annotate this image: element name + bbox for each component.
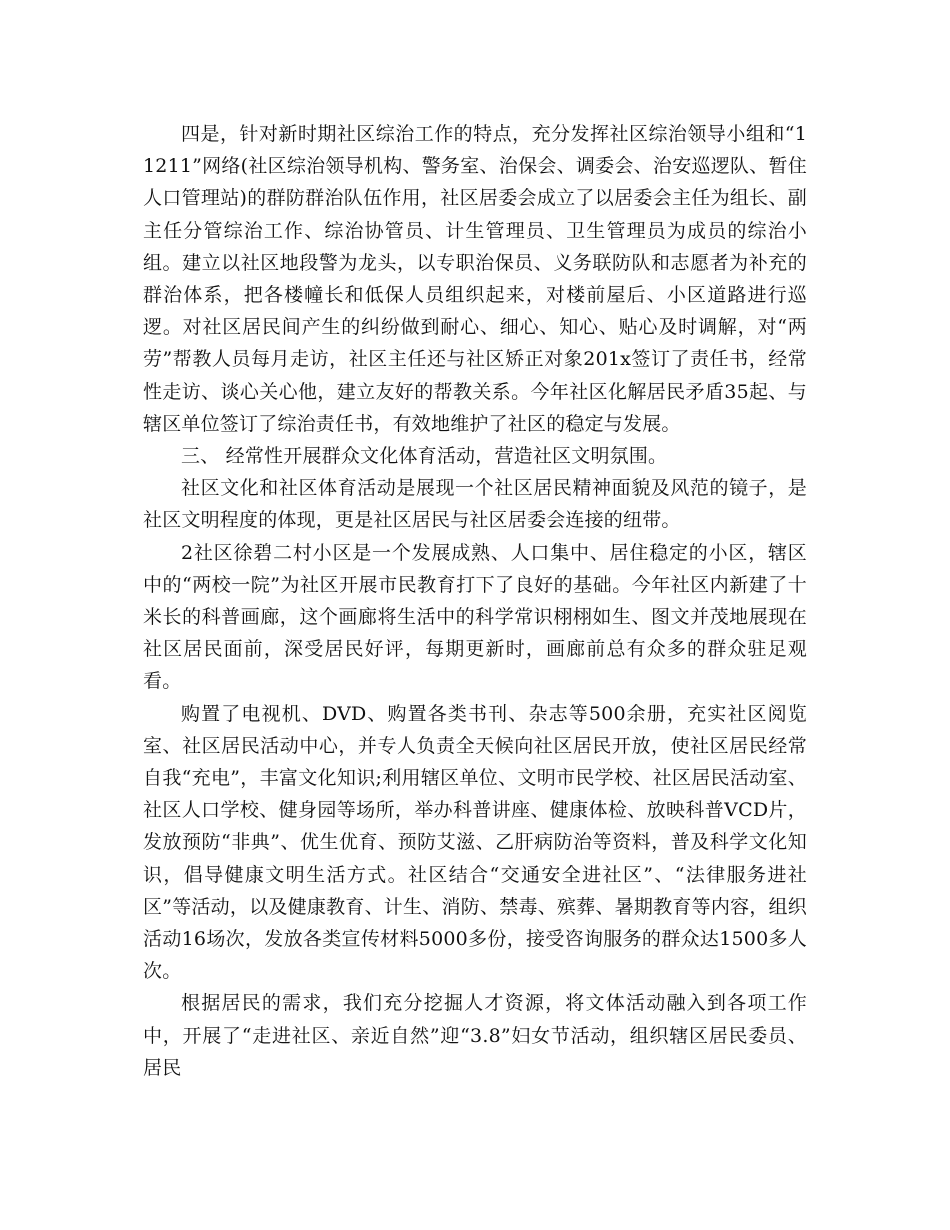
paragraph-culture-intro: 社区文化和社区体育活动是展现一个社区居民精神面貌及风范的镜子，是社区文明程度的体现，更是社区居民与社区居委会连接的纽带。 <box>143 477 807 532</box>
paragraph-reading-room-activities: 购置了电视机、DVD、购置各类书刊、杂志等500余册，充实社区阅览室、社区居民活动中心，并专人负责全天候向社区居民开放，使社区居民经常自我“充电”，丰富文化知识;利用辖区单位、文明市民学校、社区居民活动室、社区人口学校、健身园等场所，举办科普讲座、健康体检、放映科普VCD片，发放预防“非典”、优生优育、预防艾滋、乙肝病防治等资料，普及科学文化知识，倡导健康文明生活方式。社区结合“交通安全进社区”、“法律服务进社区”等活动，以及健康教育、计生、消防、禁毒、殡葬、暑期教育等内容，组织活动16场次，发放各类宣传材料5000多份，接受咨询服务的群众达1500多人次。 <box>143 702 807 983</box>
paragraph-comprehensive-governance: 四是，针对新时期社区综治工作的特点，充分发挥社区综治领导小组和“11211”网络(社区综治领导机构、警务室、治保会、调委会、治安巡逻队、暂住人口管理站)的群防群治队伍作用，社区居委会成立了以居委会主任为组长、副主任分管综治工作、综治协管员、计生管理员、卫生管理员为成员的综治小组。建立以社区地段警为龙头，以专职治保员、义务联防队和志愿者为补充的群治体系，把各楼幢长和低保人员组织起来，对楼前屋后、小区道路进行巡逻。对社区居民间产生的纠纷做到耐心、细心、知心、贴心及时调解，对“两劳”帮教人员每月走访，社区主任还与社区矫正对象201x签订了责任书，经常性走访、谈心关心他，建立友好的帮教关系。今年社区化解居民矛盾35起、与辖区单位签订了综治责任书，有效地维护了社区的稳定与发展。 <box>143 123 807 435</box>
document-body <box>143 118 807 1084</box>
paragraph-talent-resources: 根据居民的需求，我们充分挖掘人才资源，将文体活动融入到各项工作中，开展了“走进社区、亲近自然”迎“3.8”妇女节活动，组织辖区居民委员、居民 <box>143 992 807 1079</box>
section-heading-culture-sports: 三、 经常性开展群众文化体育活动，营造社区文明氛围。 <box>181 445 668 468</box>
paragraph-science-gallery: 2社区徐碧二村小区是一个发展成熟、人口集中、居住稳定的小区，辖区中的“两校一院”为社区开展市民教育打下了良好的基础。今年社区内新建了十米长的科普画廊，这个画廊将生活中的科学常识栩栩如生、图文并茂地展现在社区居民面前，深受居民好评，每期更新时，画廊前总有众多的群众驻足观看。 <box>143 541 807 693</box>
